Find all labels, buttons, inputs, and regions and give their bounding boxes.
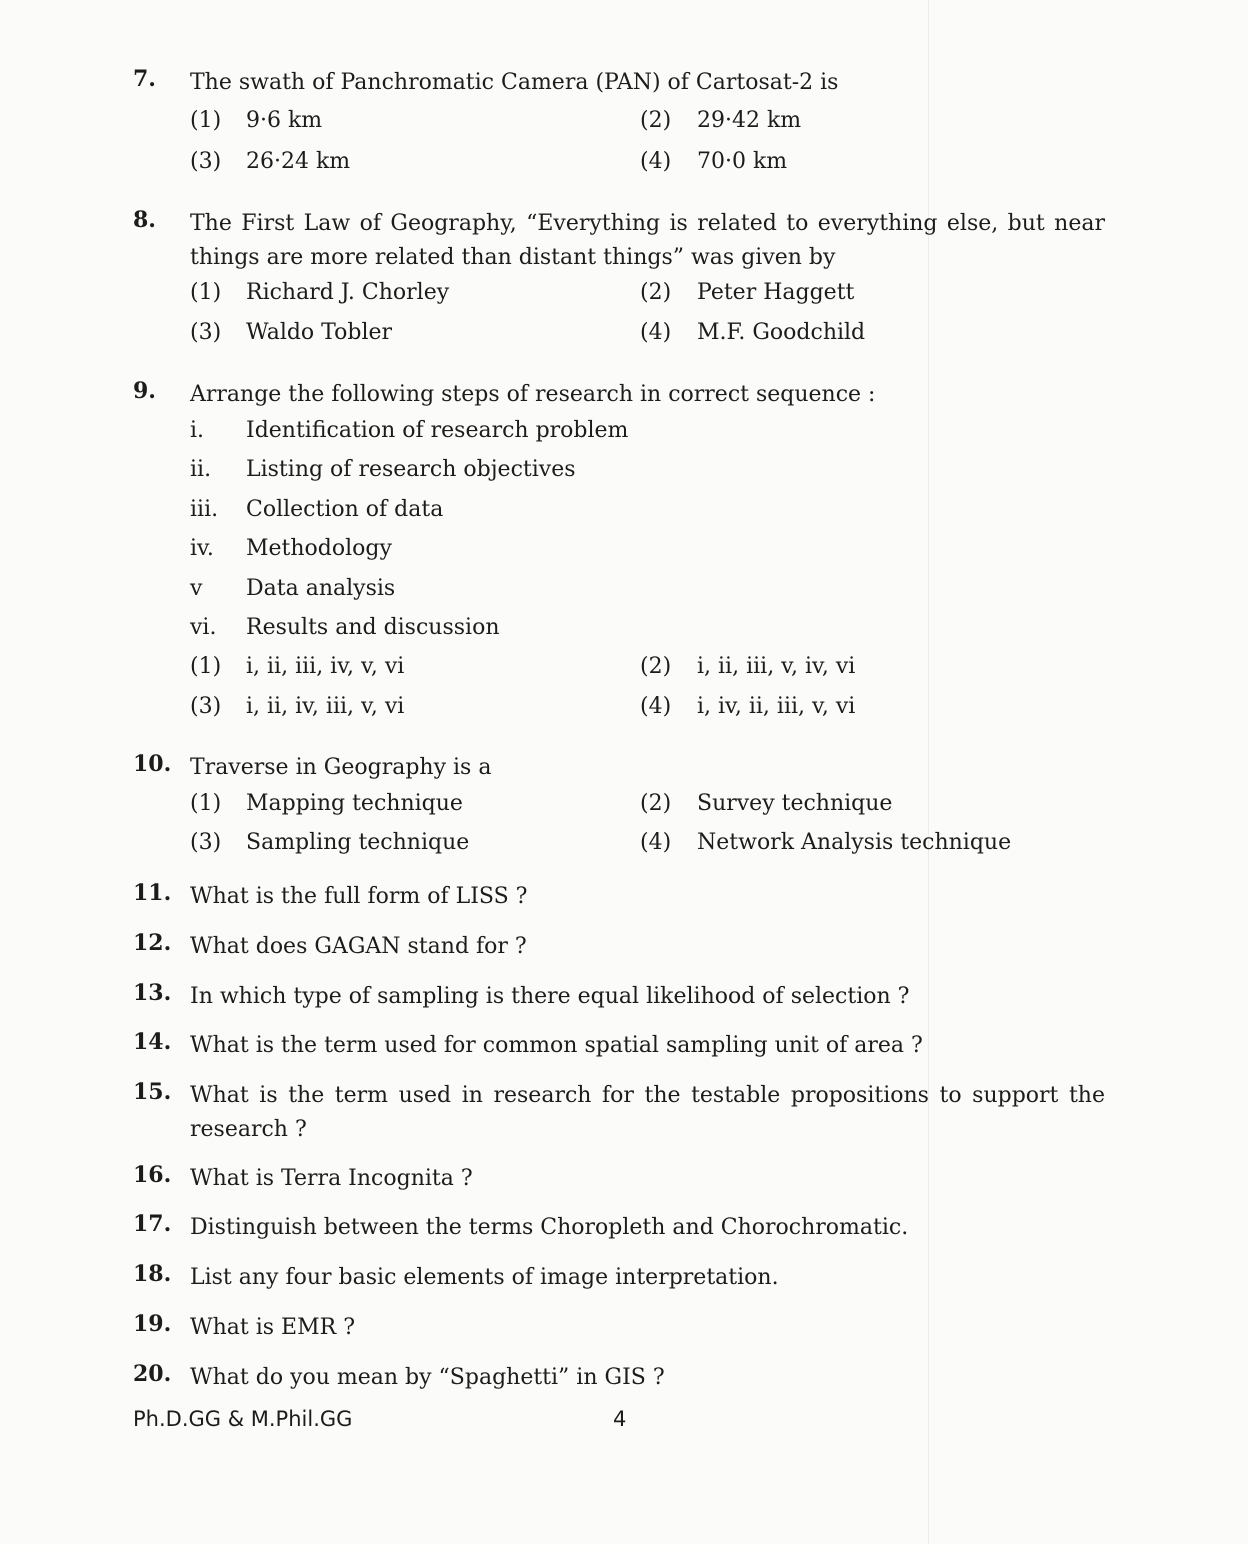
q10-option-3-text: Sampling technique: [246, 830, 470, 855]
q7-option-1-text: 9·6 km: [246, 108, 323, 133]
q10-option-2-text: Survey technique: [697, 791, 893, 816]
q10-option-1-number: (1): [190, 791, 222, 816]
question-7-text: The swath of Panchromatic Camera (PAN) of Cartosat-2 is: [190, 70, 839, 95]
q8-option-1-number: (1): [190, 280, 222, 305]
question-20-text: What do you mean by “Spaghetti” in GIS ?: [190, 1365, 665, 1390]
q8-option-3-number: (3): [190, 320, 222, 345]
question-12-text: What does GAGAN stand for ?: [190, 934, 527, 959]
q9-step-3-text: Collection of data: [246, 497, 444, 522]
q10-option-1-text: Mapping technique: [246, 791, 463, 816]
question-19-number: 19.: [133, 1311, 172, 1337]
question-10-text: Traverse in Geography is a: [190, 755, 492, 780]
q8-option-4-number: (4): [640, 320, 672, 345]
q9-option-4-text: i, iv, ii, iii, v, vi: [697, 694, 856, 719]
q10-option-4-number: (4): [640, 830, 672, 855]
q7-option-2-number: (2): [640, 108, 672, 133]
question-11-number: 11.: [133, 880, 172, 906]
question-11-text: What is the full form of LISS ?: [190, 884, 528, 909]
question-8-number: 8.: [133, 207, 156, 233]
q9-step-5-text: Data analysis: [246, 576, 396, 601]
q9-step-3-number: iii.: [190, 497, 219, 522]
q9-option-2-text: i, ii, iii, v, iv, vi: [697, 654, 856, 679]
q10-option-2-number: (2): [640, 791, 672, 816]
q10-option-4-text: Network Analysis technique: [697, 830, 1012, 855]
q7-option-3-text: 26·24 km: [246, 149, 351, 174]
question-8-text: The First Law of Geography, “Everything is related to everything else, but near things are more related than distant things” was given by: [190, 211, 1105, 270]
q9-option-3-number: (3): [190, 694, 222, 719]
q7-option-1-number: (1): [190, 108, 222, 133]
q7-option-2-text: 29·42 km: [697, 108, 802, 133]
q9-step-6-text: Results and discussion: [246, 615, 500, 640]
question-12-number: 12.: [133, 930, 172, 956]
question-18-number: 18.: [133, 1261, 172, 1287]
question-16-text: What is Terra Incognita ?: [190, 1166, 473, 1191]
q9-option-2-number: (2): [640, 654, 672, 679]
q8-option-1-text: Richard J. Chorley: [246, 280, 450, 305]
footer-page-number: 4: [613, 1407, 627, 1431]
question-7-number: 7.: [133, 66, 156, 92]
question-13-number: 13.: [133, 980, 172, 1006]
question-16-number: 16.: [133, 1162, 172, 1188]
question-9-number: 9.: [133, 378, 156, 404]
question-14-text: What is the term used for common spatial sampling unit of area ?: [190, 1033, 923, 1058]
q9-step-2-number: ii.: [190, 457, 212, 482]
q9-step-4-number: iv.: [190, 536, 214, 561]
question-10-number: 10.: [133, 751, 172, 777]
q9-step-5-number: v: [190, 576, 203, 601]
question-15-text: What is the term used in research for the testable propositions to support the research ?: [190, 1083, 1105, 1142]
question-15-number: 15.: [133, 1079, 172, 1105]
question-19-text: What is EMR ?: [190, 1315, 355, 1340]
q9-option-4-number: (4): [640, 694, 672, 719]
q9-step-1-number: i.: [190, 418, 205, 443]
question-13-text: In which type of sampling is there equal likelihood of selection ?: [190, 984, 910, 1009]
q7-option-4-number: (4): [640, 149, 672, 174]
question-14-number: 14.: [133, 1029, 172, 1055]
q9-step-6-number: vi.: [190, 615, 217, 640]
q7-option-3-number: (3): [190, 149, 222, 174]
q9-option-1-text: i, ii, iii, iv, v, vi: [246, 654, 405, 679]
question-17-number: 17.: [133, 1211, 172, 1237]
q10-option-3-number: (3): [190, 830, 222, 855]
footer-course-code: Ph.D.GG & M.Phil.GG: [133, 1407, 353, 1431]
question-9-text: Arrange the following steps of research in correct sequence :: [190, 382, 876, 407]
q9-step-4-text: Methodology: [246, 536, 392, 561]
q8-option-2-text: Peter Haggett: [697, 280, 855, 305]
q8-option-3-text: Waldo Tobler: [246, 320, 393, 345]
q9-step-1-text: Identification of research problem: [246, 418, 629, 443]
q9-option-3-text: i, ii, iv, iii, v, vi: [246, 694, 405, 719]
q9-option-1-number: (1): [190, 654, 222, 679]
q8-option-2-number: (2): [640, 280, 672, 305]
q8-option-4-text: M.F. Goodchild: [697, 320, 866, 345]
question-18-text: List any four basic elements of image interpretation.: [190, 1265, 779, 1290]
question-20-number: 20.: [133, 1361, 172, 1387]
question-17-text: Distinguish between the terms Choropleth and Chorochromatic.: [190, 1215, 909, 1240]
q9-step-2-text: Listing of research objectives: [246, 457, 576, 482]
q7-option-4-text: 70·0 km: [697, 149, 788, 174]
